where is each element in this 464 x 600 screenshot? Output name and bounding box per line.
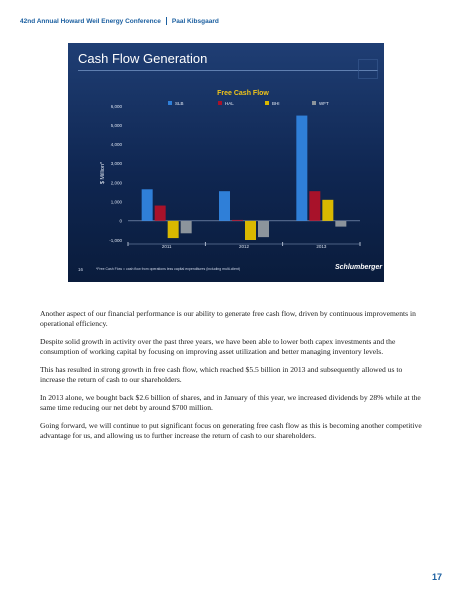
legend-label-hal: HAL	[225, 101, 234, 106]
bar-wft-2013	[335, 221, 346, 227]
paragraph: Another aspect of our financial performance is our ability to generate free cash flow, driven by continuous improvements in operational efficiency.	[40, 309, 416, 328]
bar-wft-2012	[258, 221, 269, 237]
chart-title: Free Cash Flow	[217, 90, 269, 97]
speaker-name: Paal Kibsgaard	[171, 17, 219, 25]
bar-hal-2012	[232, 220, 243, 221]
free-cash-flow-chart	[68, 43, 384, 282]
y-axis-label: $ Million*	[100, 161, 106, 185]
bar-hal-2011	[155, 206, 166, 221]
document-header	[20, 15, 219, 27]
legend-label-slb: SLB	[175, 101, 184, 106]
paragraph: Going forward, we will continue to put significant focus on generating free cash flow as this is becoming another competitive advantage for us, and allowing us to further increase the return of cash to our shareholders.	[40, 421, 422, 440]
bar-slb-2011	[142, 189, 153, 221]
bar-bhi-2012	[245, 221, 256, 240]
x-tick-label: 2013	[316, 244, 327, 249]
header-divider	[166, 17, 167, 25]
bar-slb-2012	[219, 191, 230, 221]
legend-label-wft: WFT	[319, 101, 329, 106]
legend-swatch-bhi	[265, 101, 269, 105]
paragraph: This has resulted in strong growth in free cash flow, which reached $5.5 billion in 2013 and subsequently allowed us to increase the return of cash to our shareholders.	[40, 365, 403, 384]
y-tick-label: 3,000	[110, 161, 122, 167]
bar-wft-2011	[181, 221, 192, 233]
page-number: 17	[432, 572, 443, 582]
y-tick-label: -1,000	[109, 237, 122, 243]
y-tick-label: 6,000	[110, 103, 122, 109]
legend-swatch-hal	[218, 101, 222, 105]
y-tick-label: 4,000	[110, 142, 122, 148]
bar-hal-2013	[309, 191, 320, 221]
schlumberger-logo: Schlumberger	[335, 264, 383, 271]
body-text	[40, 309, 425, 449]
bar-bhi-2013	[322, 200, 333, 221]
x-tick-label: 2011	[161, 244, 172, 249]
bar-bhi-2011	[168, 221, 179, 238]
y-tick-label: 0	[119, 218, 122, 224]
slide-footnote: *Free Cash Flow = cash flow from operations less capital expenditures (including multi-client)	[96, 267, 241, 271]
presentation-slide	[68, 43, 384, 282]
legend-swatch-wft	[312, 101, 316, 105]
legend-swatch-slb	[168, 101, 172, 105]
slide-title: Cash Flow Generation	[78, 51, 208, 66]
x-tick-label: 2012	[238, 244, 250, 249]
slide-page-number: 16	[78, 267, 84, 272]
paragraph: Despite solid growth in activity over the past three years, we have been able to lower both capex investments and the consumption of working capital by focusing on improving asset utilization and better managing inventory levels.	[40, 337, 396, 356]
legend-label-bhi: BHI	[272, 101, 280, 106]
y-tick-label: 5,000	[110, 122, 122, 128]
bar-slb-2013	[296, 116, 307, 221]
paragraph: In 2013 alone, we bought back $2.6 billion of shares, and in January of this year, we increased dividends by 28% while at the same time reducing our net debt by around $700 million.	[40, 393, 421, 412]
conference-name: 42nd Annual Howard Weil Energy Conference	[20, 17, 161, 25]
y-tick-label: 1,000	[110, 199, 122, 205]
y-tick-label: 2,000	[110, 180, 122, 186]
